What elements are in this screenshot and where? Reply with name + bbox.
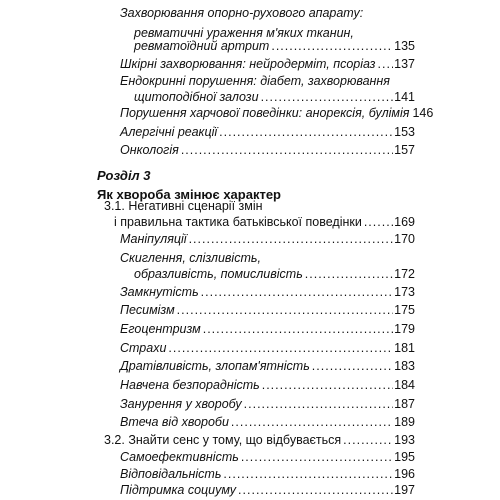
dot-leader bbox=[177, 302, 393, 318]
toc-entry-text: Навчена безпорадність bbox=[120, 378, 260, 392]
toc-entry-endocrine-line1: Ендокринні порушення: діабет, захворювання bbox=[120, 74, 390, 88]
dot-leader bbox=[305, 266, 393, 282]
toc-entry-fears bbox=[120, 340, 415, 356]
page-number: 179 bbox=[394, 322, 415, 336]
page-number: 157 bbox=[394, 143, 415, 157]
toc-entry-text: Підтримка социуму bbox=[120, 483, 237, 497]
page-number: 153 bbox=[394, 125, 415, 139]
page-number: 181 bbox=[394, 341, 415, 355]
dot-leader bbox=[219, 124, 393, 140]
subsection-3-1 bbox=[114, 214, 415, 230]
toc-entry-responsibility bbox=[120, 466, 415, 482]
page-number: 170 bbox=[394, 232, 415, 246]
dot-leader bbox=[189, 231, 394, 247]
toc-entry-eating bbox=[120, 105, 434, 121]
toc-entry-text: Дратівливість, злопам'ятність bbox=[120, 359, 310, 373]
dot-leader bbox=[241, 449, 393, 465]
toc-entry-allergy bbox=[120, 124, 415, 140]
dot-leader bbox=[231, 414, 393, 430]
toc-entry-text: Песимізм bbox=[120, 303, 175, 317]
toc-entry-text: Самоефективність bbox=[120, 450, 239, 464]
toc-entry-manipulation bbox=[120, 231, 415, 247]
page-number: 193 bbox=[394, 433, 415, 447]
page-number: 197 bbox=[394, 483, 415, 497]
dot-leader bbox=[271, 38, 393, 54]
toc-entry-text: Алергічні реакції bbox=[120, 125, 218, 139]
toc-entry-musculo-line1: Захворювання опорно-рухового апарату: bbox=[120, 6, 364, 20]
toc-entry-musculo-line2: ревматичні ураження м'яких тканин, bbox=[134, 26, 354, 40]
page-number: 175 bbox=[394, 303, 415, 317]
dot-leader bbox=[312, 358, 393, 374]
toc-entry-escape bbox=[120, 414, 415, 430]
toc-entry-skin bbox=[120, 56, 415, 72]
toc-entry-text: Шкірні захворювання: нейродерміт, псоріаз bbox=[120, 57, 376, 71]
toc-entry-text: 3.2. Знайти сенс у тому, що відбувається bbox=[104, 433, 342, 447]
page-number: 187 bbox=[394, 397, 415, 411]
section-title: Як хвороба змінює характер bbox=[97, 187, 281, 202]
toc-entry-egocentrism bbox=[120, 321, 415, 337]
toc-entry-musculo bbox=[134, 38, 415, 54]
toc-entry-endocrine bbox=[134, 89, 415, 105]
toc-entry-irritability bbox=[120, 358, 415, 374]
dot-leader bbox=[203, 321, 393, 337]
page-number: 135 bbox=[394, 39, 415, 53]
dot-leader bbox=[262, 377, 393, 393]
page-number: 196 bbox=[394, 467, 415, 481]
page-number: 189 bbox=[394, 415, 415, 429]
dot-leader bbox=[343, 432, 393, 448]
toc-entry-text: Порушення харчової поведінки: анорексія, булімія bbox=[120, 106, 410, 120]
toc-entry-text: Відповідальність bbox=[120, 467, 222, 481]
toc-entry-oncology bbox=[120, 142, 415, 158]
page-number: 141 bbox=[394, 90, 415, 104]
page-number: 146 bbox=[412, 106, 434, 120]
page-number: 172 bbox=[394, 267, 415, 281]
toc-entry-text: Онкологія bbox=[120, 143, 179, 157]
page-number: 184 bbox=[394, 378, 415, 392]
page-number: 137 bbox=[394, 57, 415, 71]
subsection-3-2 bbox=[104, 432, 415, 448]
page-number: 195 bbox=[394, 450, 415, 464]
subsection-3-1-line1: 3.1. Негативні сценарії змін bbox=[104, 199, 263, 213]
toc-entry-text: Маніпуляції bbox=[120, 232, 187, 246]
dot-leader bbox=[244, 396, 393, 412]
dot-leader bbox=[168, 340, 393, 356]
toc-entry-text: Замкнутість bbox=[120, 285, 199, 299]
toc-entry-self-efficacy bbox=[120, 449, 415, 465]
dot-leader bbox=[201, 284, 393, 300]
toc-entry-learned-helplessness bbox=[120, 377, 415, 393]
page-number: 183 bbox=[394, 359, 415, 373]
toc-entry-pessimism bbox=[120, 302, 415, 318]
toc-entry-text: щитоподібної залози bbox=[134, 90, 259, 104]
toc-entry-isolation bbox=[120, 284, 415, 300]
toc-entry-whining-line1: Скиглення, слізливість, bbox=[120, 251, 261, 265]
dot-leader bbox=[223, 466, 393, 482]
section-label: Розділ 3 bbox=[97, 168, 151, 183]
page-number: 173 bbox=[394, 285, 415, 299]
toc-entry-whining bbox=[134, 266, 415, 282]
toc-entry-text: Занурення у хворобу bbox=[120, 397, 242, 411]
toc-entry-immersion bbox=[120, 396, 415, 412]
page-number: 169 bbox=[394, 215, 415, 229]
toc-entry-text: і правильна тактика батьківської поведінки bbox=[114, 215, 362, 229]
toc-entry-text: Страхи bbox=[120, 341, 167, 355]
toc-entry-text: образливість, помисливість bbox=[134, 267, 303, 281]
dot-leader bbox=[378, 56, 394, 72]
dot-leader bbox=[238, 482, 393, 498]
toc-entry-text: Втеча від хвороби bbox=[120, 415, 229, 429]
dot-leader bbox=[364, 214, 393, 230]
toc-entry-text: Егоцентризм bbox=[120, 322, 201, 336]
toc-entry-social-support bbox=[120, 482, 415, 498]
dot-leader bbox=[181, 142, 393, 158]
toc-entry-text: ревматоїдний артрит bbox=[134, 39, 270, 53]
dot-leader bbox=[261, 89, 394, 105]
